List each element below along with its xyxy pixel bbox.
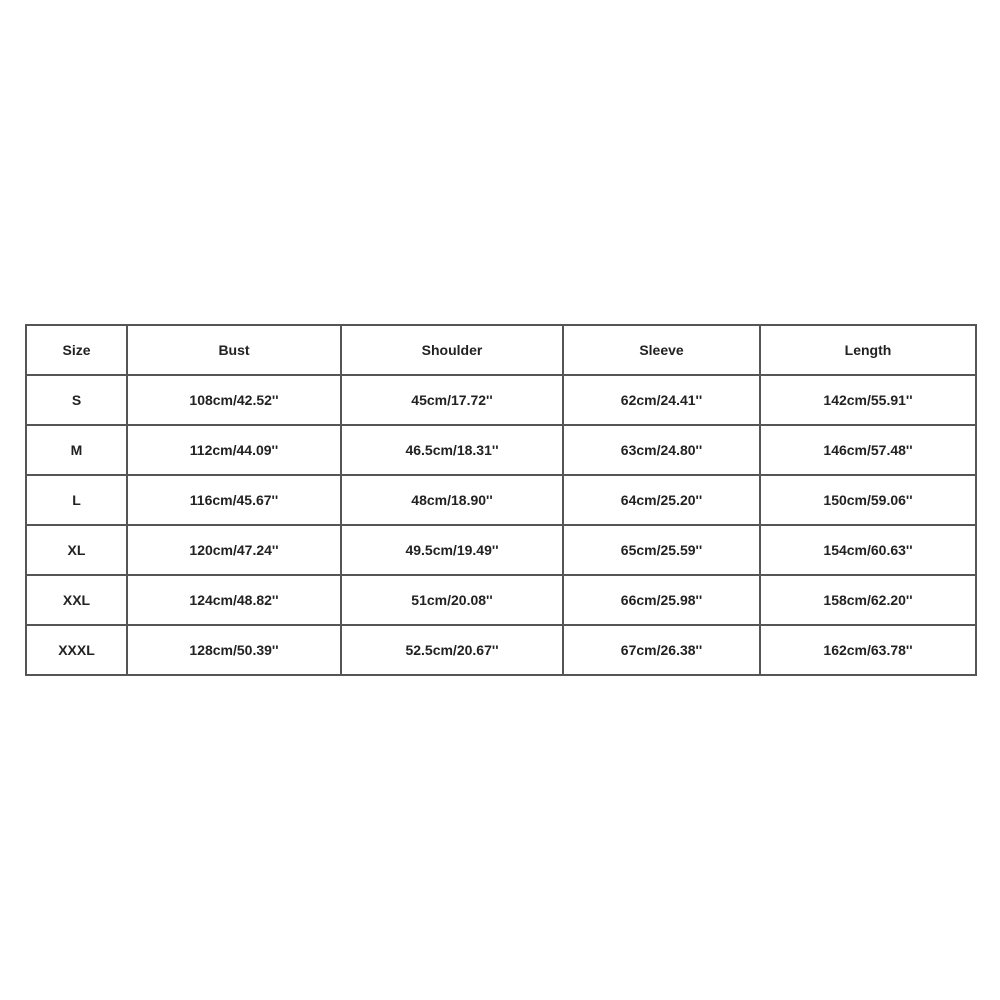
shoulder-cell: 45cm/17.72'' (341, 375, 563, 425)
shoulder-cell: 49.5cm/19.49'' (341, 525, 563, 575)
size-cell: S (26, 375, 127, 425)
table-row (26, 625, 976, 675)
header-shoulder: Shoulder (341, 325, 563, 375)
length-cell: 158cm/62.20'' (760, 575, 976, 625)
bust-cell: 116cm/45.67'' (127, 475, 341, 525)
bust-cell: 128cm/50.39'' (127, 625, 341, 675)
shoulder-cell: 52.5cm/20.67'' (341, 625, 563, 675)
length-cell: 146cm/57.48'' (760, 425, 976, 475)
size-cell: XL (26, 525, 127, 575)
sleeve-cell: 62cm/24.41'' (563, 375, 760, 425)
size-cell: L (26, 475, 127, 525)
length-cell: 154cm/60.63'' (760, 525, 976, 575)
sleeve-cell: 67cm/26.38'' (563, 625, 760, 675)
length-cell: 150cm/59.06'' (760, 475, 976, 525)
header-length: Length (760, 325, 976, 375)
sleeve-cell: 64cm/25.20'' (563, 475, 760, 525)
size-cell: M (26, 425, 127, 475)
table-row (26, 525, 976, 575)
table-header-row (26, 325, 976, 375)
table-row (26, 475, 976, 525)
bust-cell: 124cm/48.82'' (127, 575, 341, 625)
bust-cell: 120cm/47.24'' (127, 525, 341, 575)
table-row (26, 375, 976, 425)
length-cell: 162cm/63.78'' (760, 625, 976, 675)
sleeve-cell: 65cm/25.59'' (563, 525, 760, 575)
table-row (26, 425, 976, 475)
size-chart-table (25, 324, 977, 676)
header-bust: Bust (127, 325, 341, 375)
size-cell: XXL (26, 575, 127, 625)
shoulder-cell: 51cm/20.08'' (341, 575, 563, 625)
size-cell: XXXL (26, 625, 127, 675)
shoulder-cell: 46.5cm/18.31'' (341, 425, 563, 475)
length-cell: 142cm/55.91'' (760, 375, 976, 425)
header-sleeve: Sleeve (563, 325, 760, 375)
sleeve-cell: 63cm/24.80'' (563, 425, 760, 475)
header-size: Size (26, 325, 127, 375)
sleeve-cell: 66cm/25.98'' (563, 575, 760, 625)
bust-cell: 108cm/42.52'' (127, 375, 341, 425)
table-row (26, 575, 976, 625)
shoulder-cell: 48cm/18.90'' (341, 475, 563, 525)
bust-cell: 112cm/44.09'' (127, 425, 341, 475)
